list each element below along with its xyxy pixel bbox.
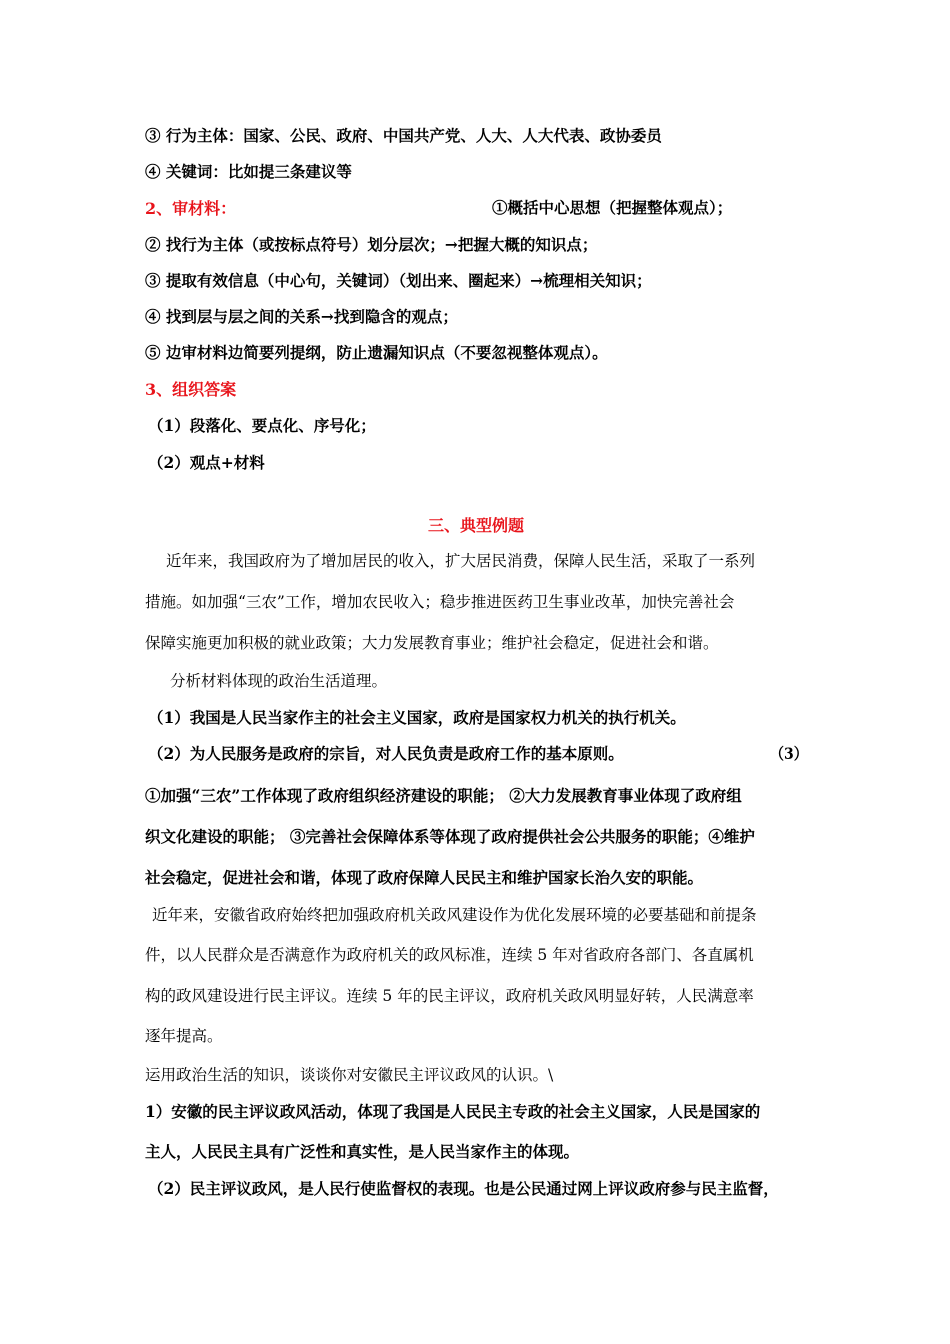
example1-answer-3-line1: ①加强“三农”工作体现了政府组织经济建设的职能； ②大力发展教育事业体现了政府组 [145,786,742,805]
review-step-5: ⑤ 边审材料边简要列提纲，防止遗漏知识点（不要忽视整体观点）。 [145,343,608,362]
heading-review-material: 2、审材料： [145,199,237,218]
review-step-1: ①概括中心思想（把握整体观点）； [492,198,733,217]
keyword-item-4: ④ 关键词：比如提三条建议等 [145,162,352,181]
example1-answer-3-line3: 社会稳定，促进社会和谐，体现了政府保障人民民主和维护国家长治久安的职能。 [145,868,704,887]
example2-answer-1-line2: 主人，人民民主具有广泛性和真实性，是人民当家作主的体现。 [145,1142,580,1161]
example1-answer-3-line2: 织文化建设的职能； ③完善社会保障体系等体现了政府提供社会公共服务的职能；④维护 [145,827,755,846]
example2-paragraph-line3: 构的政风建设进行民主评议。连续 5 年的民主评议，政府机关政风明显好转，人民满意率 [145,987,754,1005]
answer-rule-2: （2）观点+材料 [148,453,265,472]
example2-answer-2-line1: （2）民主评议政风，是人民行使监督权的表现。也是公民通过网上评议政府参与民主监督， [148,1179,779,1198]
example2-question: 运用政治生活的知识，谈谈你对安徽民主评议政风的认识。\ [145,1066,554,1084]
example1-answer-2: （2）为人民服务是政府的宗旨，对人民负责是政府工作的基本原则。 [148,744,624,763]
heading-organize-answer: 3、组织答案 [145,380,237,399]
example2-paragraph-line1: 近年来，安徽省政府始终把加强政府机关政风建设作为优化发展环境的必要基础和前提条 [152,906,757,924]
review-step-3: ③ 提取有效信息（中心句，关键词）（划出来、圈起来）→梳理相关知识； [145,271,652,290]
subject-item-3: ③ 行为主体：国家、公民、政府、中国共产党、人大、人大代表、政协委员 [145,126,662,145]
example2-answer-1-line1: 1）安徽的民主评议政风活动，体现了我国是人民民主专政的社会主义国家，人民是国家的 [145,1102,761,1121]
example1-paragraph-line3: 保障实施更加积极的就业政策；大力发展教育事业；维护社会稳定，促进社会和谐。 [145,634,719,652]
review-step-4: ④ 找到层与层之间的关系→找到隐含的观点； [145,307,458,326]
example2-paragraph-line4: 逐年提高。 [145,1027,223,1045]
example2-paragraph-line2: 件，以人民群众是否满意作为政府机关的政风标准，连续 5 年对省政府各部门、各直属机 [145,946,754,964]
example1-question: 分析材料体现的政治生活道理。 [170,672,388,690]
example1-answer-1: （1）我国是人民当家作主的社会主义国家，政府是国家权力机关的执行机关。 [148,708,686,727]
example1-paragraph-line1: 近年来，我国政府为了增加居民的收入，扩大居民消费，保障人民生活，采取了一系列 [166,552,756,570]
answer-rule-1: （1）段落化、要点化、序号化； [148,416,376,435]
example1-paragraph-line2: 措施。如加强“三农”工作，增加农民收入；稳步推进医药卫生事业改革，加快完善社会 [145,593,735,611]
section-title-typical-examples: 三、典型例题 [428,516,525,535]
review-step-2: ② 找行为主体（或按标点符号）划分层次；→把握大概的知识点； [145,235,598,254]
example1-answer-3-label: （3） [770,744,808,763]
